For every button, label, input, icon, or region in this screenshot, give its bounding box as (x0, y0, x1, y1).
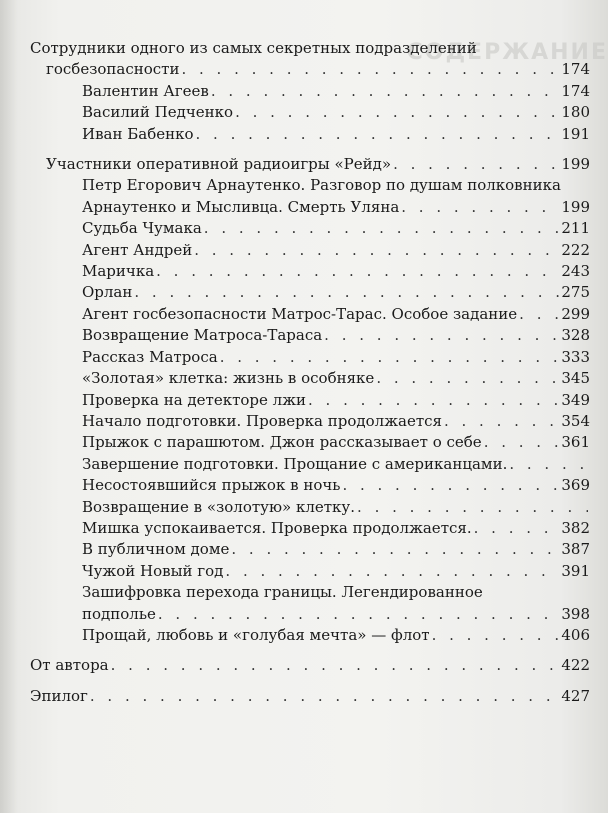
dot-leader (484, 432, 560, 453)
dot-leader (181, 59, 559, 80)
toc-entry (82, 518, 590, 539)
dot-leader (211, 81, 560, 102)
toc-entry (82, 561, 590, 582)
toc-entry-page-number: 333 (561, 347, 590, 366)
dot-leader (376, 368, 559, 389)
toc-entry-page-number: 191 (561, 124, 590, 143)
section-gap (30, 677, 590, 686)
dot-leader (401, 197, 559, 218)
dot-leader (509, 454, 588, 475)
dot-leader (324, 325, 559, 346)
dot-leader (156, 261, 559, 282)
toc-entry-title: Завершение подготовки. Прощание с американцами. (82, 454, 508, 473)
toc-entry-page-number: 387 (561, 540, 590, 559)
toc-entry-title: Судьба Чумака (82, 219, 202, 238)
toc-entry-title: Валентин Агеев (82, 81, 209, 100)
toc-entry (82, 539, 590, 560)
toc-entry-line: Петр Егорович Арнаутенко. Разговор по душам полковника (82, 176, 561, 195)
toc-entry-title: подполье (82, 604, 156, 623)
toc-entry-page-number: 349 (561, 390, 590, 409)
dot-leader (519, 304, 559, 325)
toc-entry (82, 432, 590, 453)
tail-entry-page-number: 427 (561, 686, 590, 705)
toc-entry (82, 304, 590, 325)
tail-entry-title: Эпилог (30, 686, 88, 705)
toc-entry (82, 347, 590, 368)
section-heading (46, 154, 590, 175)
toc-entry (82, 475, 590, 496)
toc-entry-title: Василий Педченко (82, 103, 234, 122)
tail-entry-title: От автора (30, 656, 109, 675)
dot-leader (158, 604, 559, 625)
toc-entry (82, 325, 590, 346)
toc-entry-title: Возвращение Матроса-Тараса (82, 326, 323, 345)
tail-entry-page-number: 422 (561, 656, 590, 675)
toc-entry-page-number: 369 (561, 476, 590, 495)
toc-entry (82, 240, 590, 261)
dot-leader (308, 390, 559, 411)
toc-entry-page-number: 398 (561, 604, 590, 623)
toc-entry-title: Мишка успокаивается. Проверка продолжается. (82, 518, 472, 537)
toc-entry (82, 497, 590, 518)
toc-entry-page-number: 391 (561, 561, 590, 580)
section-heading-title: госбезопасности (46, 60, 180, 79)
toc-entry-page-number: 211 (561, 219, 590, 238)
dot-leader (225, 561, 559, 582)
section-heading-page-number: 199 (561, 155, 590, 174)
toc-entry-title: Орлан (82, 283, 133, 302)
dot-leader (357, 497, 588, 518)
tail-entry (30, 686, 590, 707)
toc-entry (82, 261, 590, 282)
toc-entry-page-number: 275 (561, 283, 590, 302)
toc-entry-title: Проверка на детекторе лжи (82, 390, 306, 409)
dot-leader (134, 282, 559, 303)
section-gap (30, 646, 590, 655)
toc-entry (82, 102, 590, 123)
toc-entry-title: Агент госбезопасности Матрос-Тарас. Особое задание (82, 304, 518, 323)
toc-entry-page-number: 328 (561, 326, 590, 345)
dot-leader (474, 518, 560, 539)
toc-entry-title: Прощай, любовь и «голубая мечта» — флот (82, 625, 430, 644)
toc-entry-page-number: 354 (561, 411, 590, 430)
toc-entry-title: Агент Андрей (82, 240, 193, 259)
toc-entry-title: Рассказ Матроса (82, 347, 218, 366)
toc-entry (82, 411, 590, 432)
dot-leader (111, 655, 560, 676)
section-heading-page-number: 174 (561, 60, 590, 79)
toc-entry-page-number: 174 (561, 81, 590, 100)
table-of-contents (30, 38, 590, 707)
toc-entry (82, 124, 590, 145)
bleed-through-heading: СОДЕРЖАНИЕ (406, 40, 608, 65)
toc-entry-page-number: 382 (561, 518, 590, 537)
section-gap (30, 145, 590, 154)
toc-entry (82, 81, 590, 102)
dot-leader (231, 539, 559, 560)
dot-leader (196, 124, 560, 145)
dot-leader (235, 102, 559, 123)
section-heading (46, 59, 590, 80)
section-heading-line: Сотрудники одного из самых секретных подразделений (30, 39, 477, 57)
toc-entry-title: Возвращение в «золотую» клетку. (82, 497, 356, 516)
dot-leader (432, 625, 560, 646)
toc-entry-page-number: 199 (561, 197, 590, 216)
toc-entry-page-number: 243 (561, 262, 590, 281)
toc-entry-title: Маричка (82, 262, 155, 281)
toc-entry-title: Иван Бабенко (82, 124, 194, 143)
dot-leader (194, 240, 559, 261)
tail-entry (30, 655, 590, 676)
toc-entry-page-number: 222 (561, 240, 590, 259)
dot-leader (444, 411, 559, 432)
toc-entry (82, 390, 590, 411)
toc-entry (82, 218, 590, 239)
toc-entry-title: Арнаутенко и Мысливца. Смерть Уляна (82, 197, 400, 216)
toc-entry-page-number: 406 (561, 625, 590, 644)
toc-entry (82, 282, 590, 303)
dot-leader (204, 218, 560, 239)
toc-entry-page-number: 299 (561, 304, 590, 323)
toc-entry-title: В публичном доме (82, 540, 230, 559)
section-heading-title: Участники оперативной радиоигры «Рейд» (46, 155, 392, 174)
toc-entry (82, 604, 590, 625)
toc-entry-line: Зашифровка перехода границы. Легендированное (82, 583, 483, 602)
toc-entry-title: Начало подготовки. Проверка продолжается (82, 411, 442, 430)
dot-leader (393, 154, 559, 175)
toc-entry (82, 454, 590, 475)
toc-entry-page-number: 180 (561, 103, 590, 122)
dot-leader (220, 347, 560, 368)
toc-entry (82, 368, 590, 389)
toc-entry (82, 625, 590, 646)
toc-entry-title: Чужой Новый год (82, 561, 224, 580)
toc-entry-title: Несостоявшийся прыжок в ночь (82, 476, 341, 495)
toc-entry-title: «Золотая» клетка: жизнь в особняке (82, 369, 375, 388)
toc-entry-title: Прыжок с парашютом. Джон рассказывает о себе (82, 433, 482, 452)
toc-entry (82, 197, 590, 218)
dot-leader (90, 686, 559, 707)
toc-entry-page-number: 345 (561, 369, 590, 388)
toc-entry-page-number: 361 (561, 433, 590, 452)
dot-leader (342, 475, 559, 496)
